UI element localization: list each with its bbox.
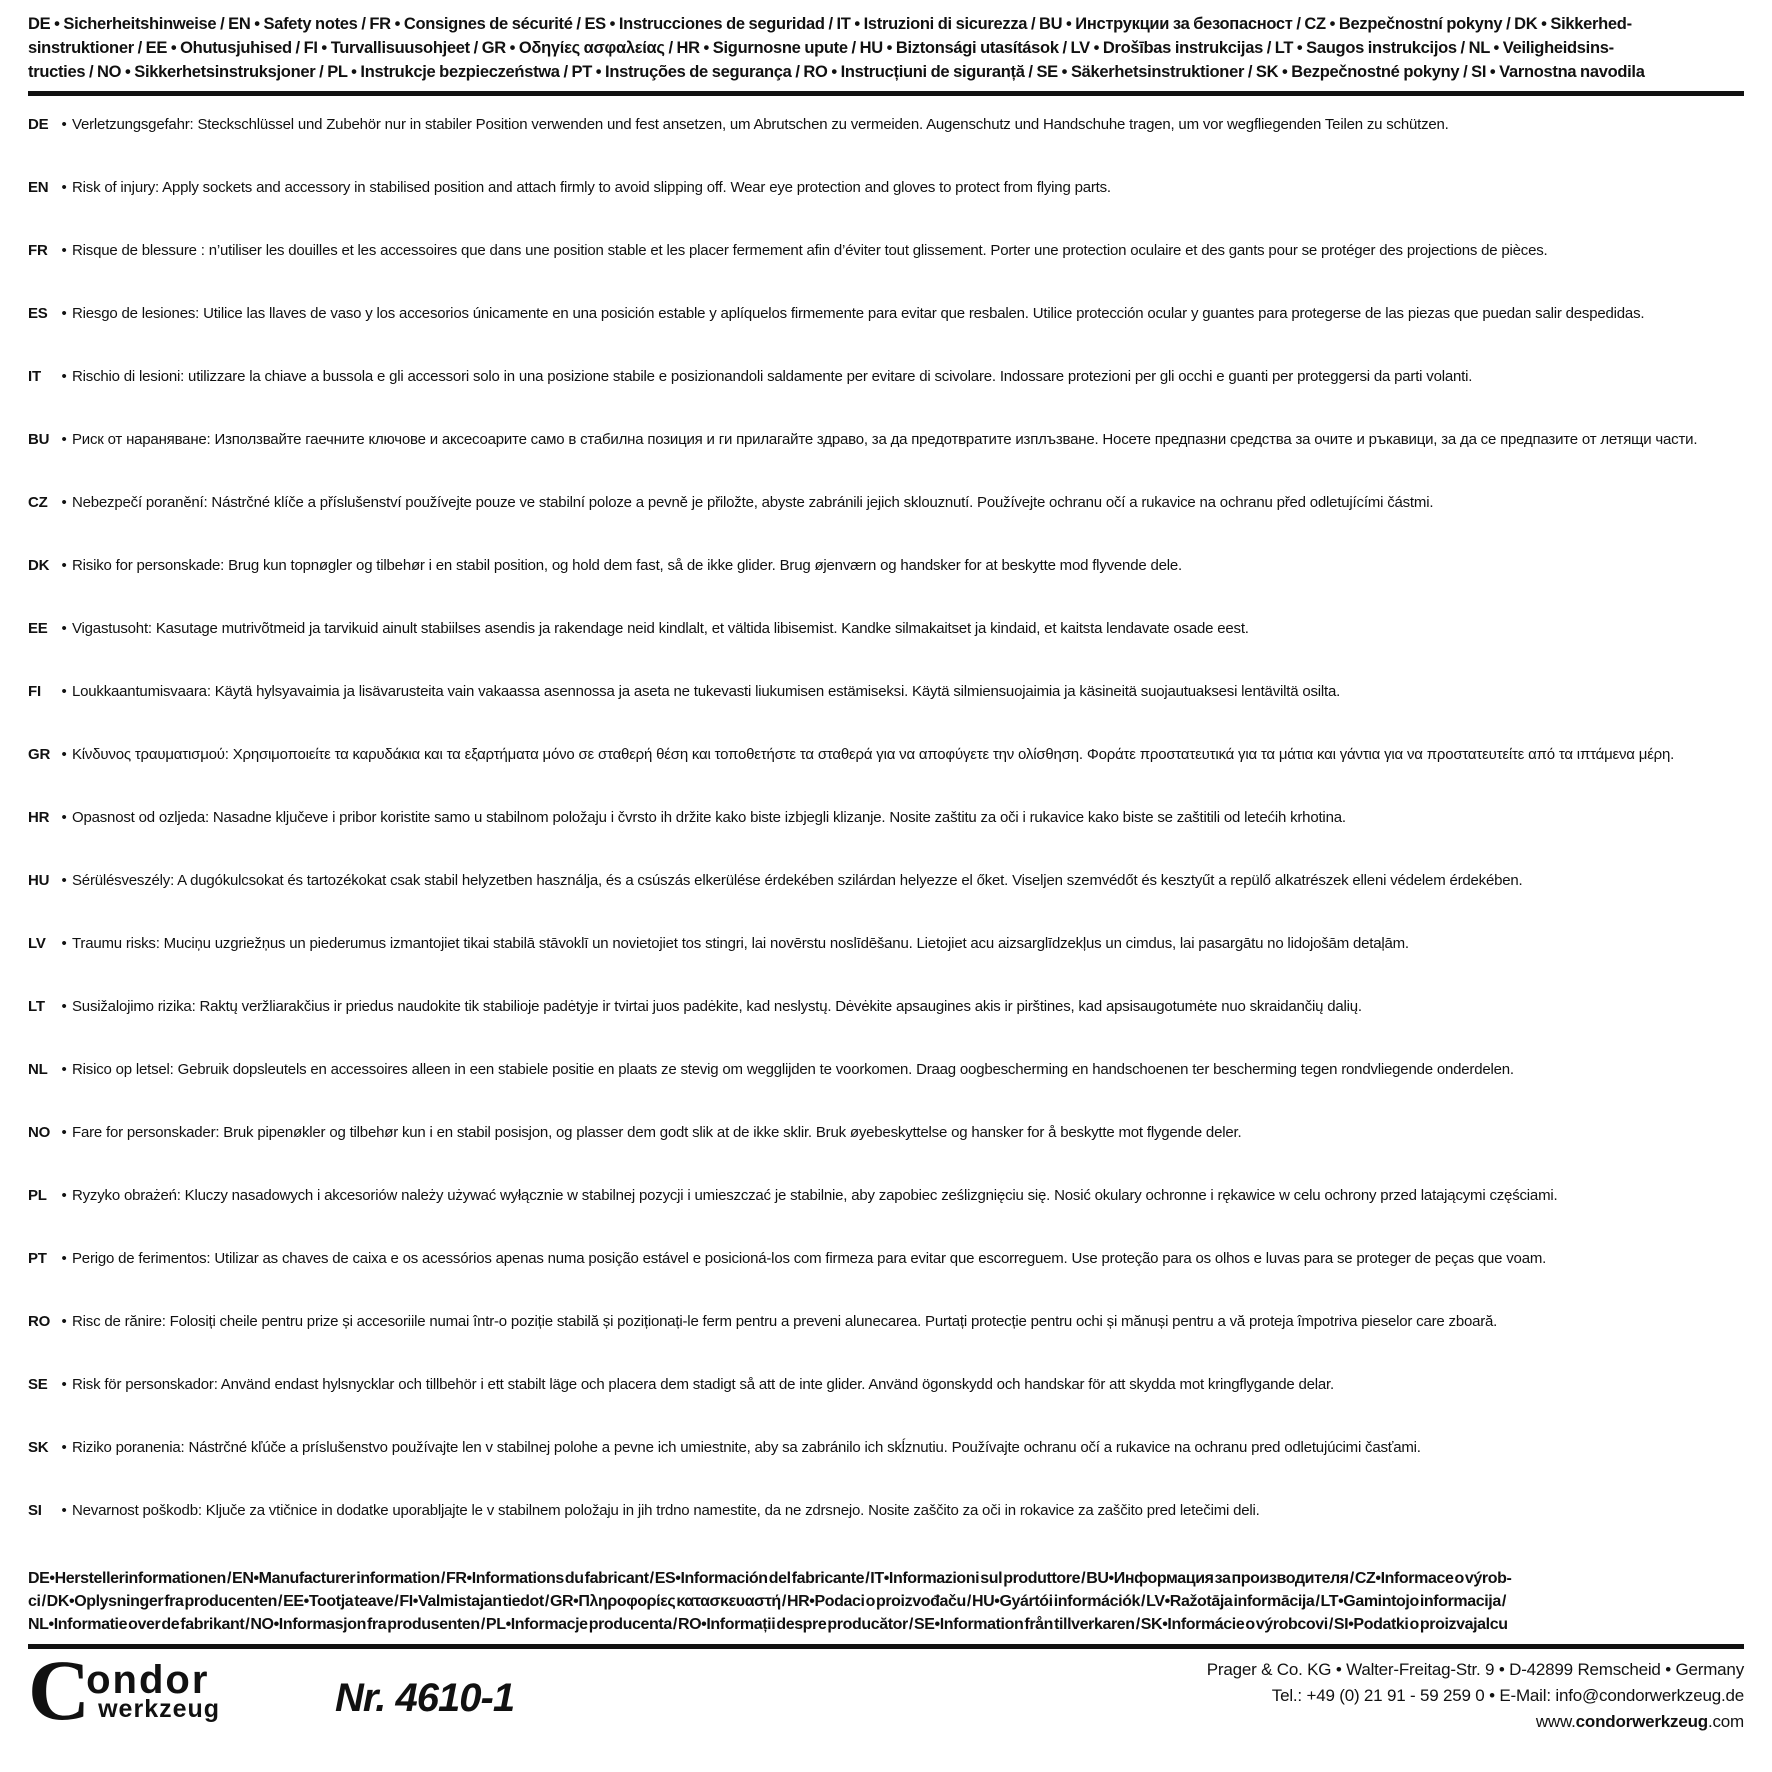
footer (28, 1642, 1744, 1738)
article-number: Nr. 4610-1 (335, 1676, 515, 1720)
safety-note-text: Susižalojimo rizika: Raktų veržliarakčius ir priedus naudokite tik stabilioje padėtyje ir tvirtai juos padėkite, kad neslystų. Dėvėkite apsaugines akis ir pirštines, kad apsisaugotumėte nuo skraidančių dalių. (72, 998, 1362, 1015)
safety-note-text: Ryzyko obrażeń: Kluczy nasadowych i akcesoriów należy używać wyłącznie w stabilnej pozycji i umieszczać je stabilnie, aby zapobiec ześlizgnięciu się. Nosić okulary ochronne i rękawice w celu ochrony przed latającymi częściami. (72, 1187, 1558, 1204)
language-code: SK (28, 1439, 49, 1456)
bullet-separator: • (61, 998, 67, 1015)
safety-note-text: Risico op letsel: Gebruik dopsleutels en accessoires alleen in een stabiele positie en plaats ze stevig om wegglijden te voorkomen. Draag oogbescherming en handschoenen ter bescherming tegen rondvliegende onderdelen. (72, 1061, 1514, 1078)
bullet-separator: • (61, 179, 67, 196)
safety-note-text: Κίνδυνος τραυματισμού: Χρησιμοποιείτε τα καρυδάκια και τα εξαρτήματα μόνο σε σταθερή θέση και τοποθετήστε τα σταθερά για να αποφύγετε την ολίσθηση. Φοράτε προστατευτικά για τα μάτια και γάντια για να προστατευτείτε από τα ιπτάμενα μέρη. (72, 746, 1675, 763)
safety-note-text: Риск от нараняване: Използвайте гаечните ключове и аксесоарите само в стабилна позиция и ги прилагайте здраво, за да предотвратите изплъзване. Носете предпазни средства за очите и ръкавици, за да се предпазите от летящи части. (72, 431, 1698, 448)
safety-note-row (28, 555, 1744, 618)
manufacturer-line-2: ci / DK•Oplysninger fra producenten / EE•Tootja teave / FI•Valmistajan tiedot / GR•Πληροφορίες κατασκευαστή / HR•Podaci o proizvođaču / HU•Gyártói információk / LV•Ražotāja informācija / LT•Gamintojo informacija / (28, 1593, 1506, 1610)
bullet-separator: • (61, 1502, 67, 1519)
title-line-3: tructies / NO • Sikkerhetsinstruksjoner / PL • Instrukcje bezpieczeństwa / PT • Instruções de segurança / RO • Instrucțiuni de siguranță / SE • Säkerhetsinstruktioner / SK • Bezpečnostné pokyny / SI • Varnostna navodila (28, 63, 1645, 81)
safety-note-text: Fare for personskader: Bruk pipenøkler og tilbehør kun i en stabil posisjon, og plasser dem godt slik at de ikke sklir. Bruk øyebeskyttelse og hansker for å beskytte mot flygende deler. (72, 1124, 1242, 1141)
language-code: EN (28, 179, 49, 196)
safety-note-text: Risk of injury: Apply sockets and accessory in stabilised position and attach firmly to avoid slipping off. Wear eye protection and gloves to protect from flying parts. (72, 179, 1111, 196)
website-suffix: .com (1707, 1712, 1744, 1731)
safety-note-row (28, 1185, 1744, 1248)
safety-note-text: Traumu risks: Muciņu uzgriežņus un piederumus izmantojiet tikai stabilā stāvoklī un novietojiet tos stingri, lai novērstu noslīdēšanu. Lietojiet acu aizsarglīdzekļus un cimdus, lai pasargātu no lidojošām detaļām. (72, 935, 1409, 952)
footer-brand-area (28, 1642, 515, 1738)
safety-note-row (28, 1374, 1744, 1437)
language-code: IT (28, 368, 41, 385)
safety-note-row (28, 1500, 1744, 1563)
safety-note-row (28, 807, 1744, 870)
safety-notes-list (28, 114, 1744, 1563)
safety-note-text: Vigastusoht: Kasutage mutrivõtmeid ja tarvikuid ainult stabiilses asendis ja rakendage neid kindlalt, et vältida libisemist. Kandke silmakaitset ja kindaid, et kaitsta lendavate osade eest. (72, 620, 1249, 637)
bullet-separator: • (61, 746, 67, 763)
language-code: ES (28, 305, 48, 322)
language-code: EE (28, 620, 48, 637)
language-code: LV (28, 935, 46, 952)
bullet-separator: • (61, 494, 67, 511)
safety-note-text: Sérülésveszély: A dugókulcsokat és tartozékokat csak stabil helyzetben használja, és a csúszás elkerülése érdekében szilárdan helyezze el őket. Viseljen szemvédőt és kesztyűt a repülő alkatrészek elleni védelem érdekében. (72, 872, 1523, 889)
language-code: NO (28, 1124, 51, 1141)
title-line-2: sinstruktioner / EE • Ohutusjuhised / FI • Turvallisuusohjeet / GR • Οδηγίες ασφαλείας / HR • Sigurnosne upute / HU • Biztonsági utasítások / LV • Drošības instrukcijas / LT • Saugos instrukcijos / NL • Veiligheidsins- (28, 39, 1614, 57)
manufacturer-line-1: DE•Herstellerinformationen / EN•Manufacturer information / FR•Informations du fabricant / ES•Información del fabricante / IT•Informazioni sul produttore / BU•Информация за производителя / CZ•Informace o výrob- (28, 1570, 1512, 1587)
safety-note-row (28, 429, 1744, 492)
website-domain: condorwerkzeug (1575, 1712, 1708, 1731)
manufacturer-line-3: NL•Informatie over de fabrikant / NO•Informasjon fra produsenten / PL•Informacje producenta / RO•Informații despre producător / SE•Information från tillverkaren / SK•Informácie o výrobcovi / SI•Podatki o proizvajalcu (28, 1616, 1508, 1633)
language-code: HU (28, 872, 50, 889)
safety-note-row (28, 1248, 1744, 1311)
safety-note-row (28, 933, 1744, 996)
manufacturer-info-block (28, 1567, 1744, 1636)
safety-note-text: Nevarnost poškodb: Ključe za vtičnice in dodatke uporabljajte le v stabilnem položaju in jih trdno namestite, da ne zdrsnejo. Nosite zaščito za oči in rokavice za zaščito pred letečimi deli. (72, 1502, 1260, 1519)
header-divider-rule (28, 91, 1744, 96)
language-code: NL (28, 1061, 48, 1078)
bullet-separator: • (61, 1061, 67, 1078)
language-code: HR (28, 809, 50, 826)
title-line-1: DE • Sicherheitshinweise / EN • Safety notes / FR • Consignes de sécurité / ES • Instrucciones de seguridad / IT • Istruzioni di sicurezza / BU • Инструкции за безопасност / CZ • Bezpečnostní pokyny / DK • Sikkerhed- (28, 15, 1632, 33)
safety-note-row (28, 114, 1744, 177)
safety-note-text: Risc de rănire: Folosiți cheile pentru prize și accesoriile numai într-o poziție stabilă și poziționați-le ferm pentru a preveni alunecarea. Purtați protecție pentru ochi și mănuși pentru a vă proteja împotriva pieselor care zboară. (72, 1313, 1498, 1330)
multilanguage-title-block (28, 12, 1744, 84)
safety-note-text: Rischio di lesioni: utilizzare la chiave a bussola e gli accessori solo in una posizione stabile e posizionandoli saldamente per evitare di scivolare. Indossare protezioni per gli occhi e guanti per proteggersi da parti volanti. (72, 368, 1473, 385)
safety-note-text: Verletzungsgefahr: Steckschlüssel und Zubehör nur in stabiler Position verwenden und fest ansetzen, um Abrutschen zu vermeiden. Augenschutz und Handschuhe tragen, um vor wegfliegenden Teilen zu schützen. (72, 116, 1449, 133)
logo-wordmark (86, 1657, 220, 1721)
safety-note-row (28, 1059, 1744, 1122)
bullet-separator: • (61, 368, 67, 385)
bullet-separator: • (61, 1187, 67, 1204)
language-code: DK (28, 557, 50, 574)
language-code: LT (28, 998, 45, 1015)
safety-note-row (28, 618, 1744, 681)
bullet-separator: • (61, 557, 67, 574)
language-code: SI (28, 1502, 42, 1519)
bullet-separator: • (61, 935, 67, 952)
logo-text-werkzeug: werkzeug (98, 1695, 221, 1723)
bullet-separator: • (61, 242, 67, 259)
bullet-separator: • (61, 620, 67, 637)
safety-note-row (28, 177, 1744, 240)
safety-note-row (28, 744, 1744, 807)
language-code: PT (28, 1250, 47, 1267)
bullet-separator: • (61, 1376, 67, 1393)
safety-note-row (28, 1122, 1744, 1185)
safety-note-row (28, 366, 1744, 429)
safety-note-row (28, 492, 1744, 555)
logo-text-ondor: ondor (86, 1658, 210, 1702)
bullet-separator: • (61, 1313, 67, 1330)
bullet-separator: • (61, 1250, 67, 1267)
safety-note-text: Opasnost od ozljeda: Nasadne ključeve i pribor koristite samo u stabilnom položaju i čvrsto ih držite kako biste izbjegli klizanje. Nosite zaštitu za oči i rukavice kako biste se zaštitili od letećih krhotina. (72, 809, 1346, 826)
safety-note-text: Riesgo de lesiones: Utilice las llaves de vaso y los accesorios únicamente en una posición estable y aplíquelos firmemente para evitar que resbalen. Utilice protección ocular y guantes para protegerse de las piezas que puedan salir despedidas. (72, 305, 1645, 322)
language-code: PL (28, 1187, 47, 1204)
safety-note-text: Risiko for personskade: Brug kun topnøgler og tilbehør i en stabil position, og hold dem fast, så de ikke glider. Brug øjenværn og handsker for at beskytte mod flyvende dele. (72, 557, 1182, 574)
safety-note-text: Riziko poranenia: Nástrčné kľúče a príslušenstvo používajte len v stabilnej polohe a pevne ich umiestnite, aby sa zabránilo ich skĺznutiu. Používajte ochranu očí a rukavice na ochranu pred odletujúcimi časťami. (72, 1439, 1421, 1456)
safety-note-row (28, 303, 1744, 366)
safety-note-row (28, 870, 1744, 933)
bullet-separator: • (61, 809, 67, 826)
safety-note-row (28, 996, 1744, 1059)
language-code: DE (28, 116, 49, 133)
safety-note-text: Nebezpečí poranění: Nástrčné klíče a příslušenství používejte pouze ve stabilní poloze a pevně je přiložte, abyste zabránili jejich sklouznutí. Používejte ochranu očí a rukavice na ochranu před odletujícími částmi. (72, 494, 1434, 511)
language-code: SE (28, 1376, 48, 1393)
safety-note-text: Risque de blessure : n’utiliser les douilles et les accessoires que dans une position stable et les placer fermement afin d’éviter tout glissement. Porter une protection oculaire et des gants pour se protéger des projections de pièces. (72, 242, 1548, 259)
bullet-separator: • (61, 431, 67, 448)
safety-note-row (28, 681, 1744, 744)
condor-werkzeug-logo (28, 1642, 221, 1738)
safety-note-row (28, 1437, 1744, 1500)
language-code: FR (28, 242, 48, 259)
language-code: RO (28, 1313, 51, 1330)
safety-note-text: Risk för personskador: Använd endast hylsnycklar och tillbehör i ett stabilt läge och placera dem stadigt så att de inte glider. Använd ögonskydd och handskar för att skydda mot kringflygande delar. (72, 1376, 1334, 1393)
language-code: BU (28, 431, 50, 448)
website-prefix: www. (1535, 1712, 1576, 1731)
bullet-separator: • (61, 1439, 67, 1456)
manufacturer-address: Prager & Co. KG • Walter-Freitag-Str. 9 • D-42899 Remscheid • Germany (1206, 1660, 1744, 1679)
bullet-separator: • (61, 683, 67, 700)
language-code: CZ (28, 494, 48, 511)
safety-note-row (28, 240, 1744, 303)
manufacturer-contact (1207, 1657, 1744, 1735)
bullet-separator: • (61, 305, 67, 322)
manufacturer-website (1207, 1709, 1744, 1735)
safety-note-row (28, 1311, 1744, 1374)
bullet-separator: • (61, 116, 67, 133)
safety-note-text: Loukkaantumisvaara: Käytä hylsyavaimia ja lisävarusteita vain vakaassa asennossa ja aseta ne tukevasti liukumisen estämiseksi. Käytä silmiensuojaimia ja käsineitä suojautuaksesi lentäviltä osilta. (72, 683, 1341, 700)
language-code: GR (28, 746, 51, 763)
language-code: FI (28, 683, 41, 700)
manufacturer-phone-email: Tel.: +49 (0) 21 91 - 59 259 0 • E-Mail: info@condorwerkzeug.de (1271, 1686, 1744, 1705)
logo-initial-c: C (28, 1642, 91, 1738)
safety-note-text: Perigo de ferimentos: Utilizar as chaves de caixa e os acessórios apenas numa posição estável e posicioná-los com firmeza para evitar que escorreguem. Use proteção para os olhos e luvas para se proteger de peças que voam. (72, 1250, 1547, 1267)
bullet-separator: • (61, 1124, 67, 1141)
bullet-separator: • (61, 872, 67, 889)
